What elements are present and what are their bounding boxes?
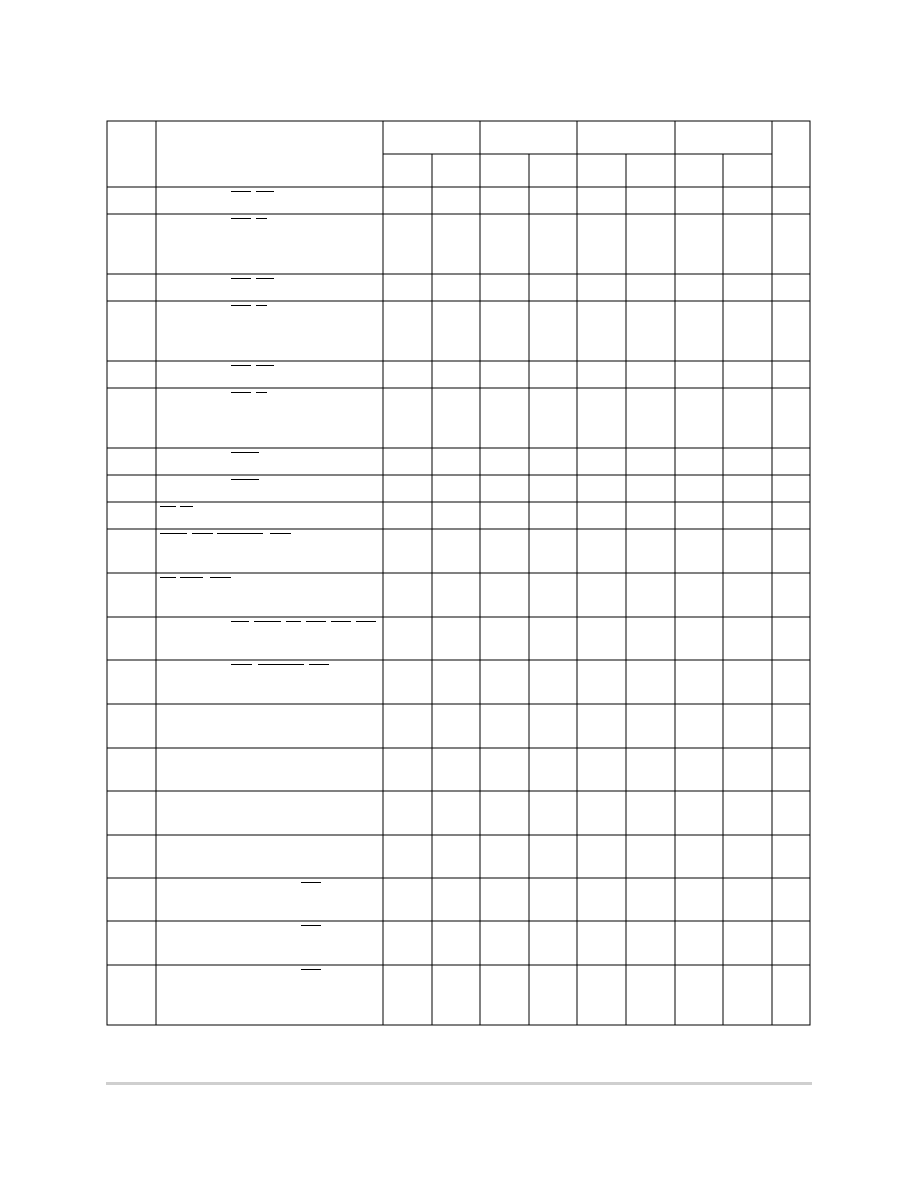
footer-divider — [106, 1082, 812, 1085]
